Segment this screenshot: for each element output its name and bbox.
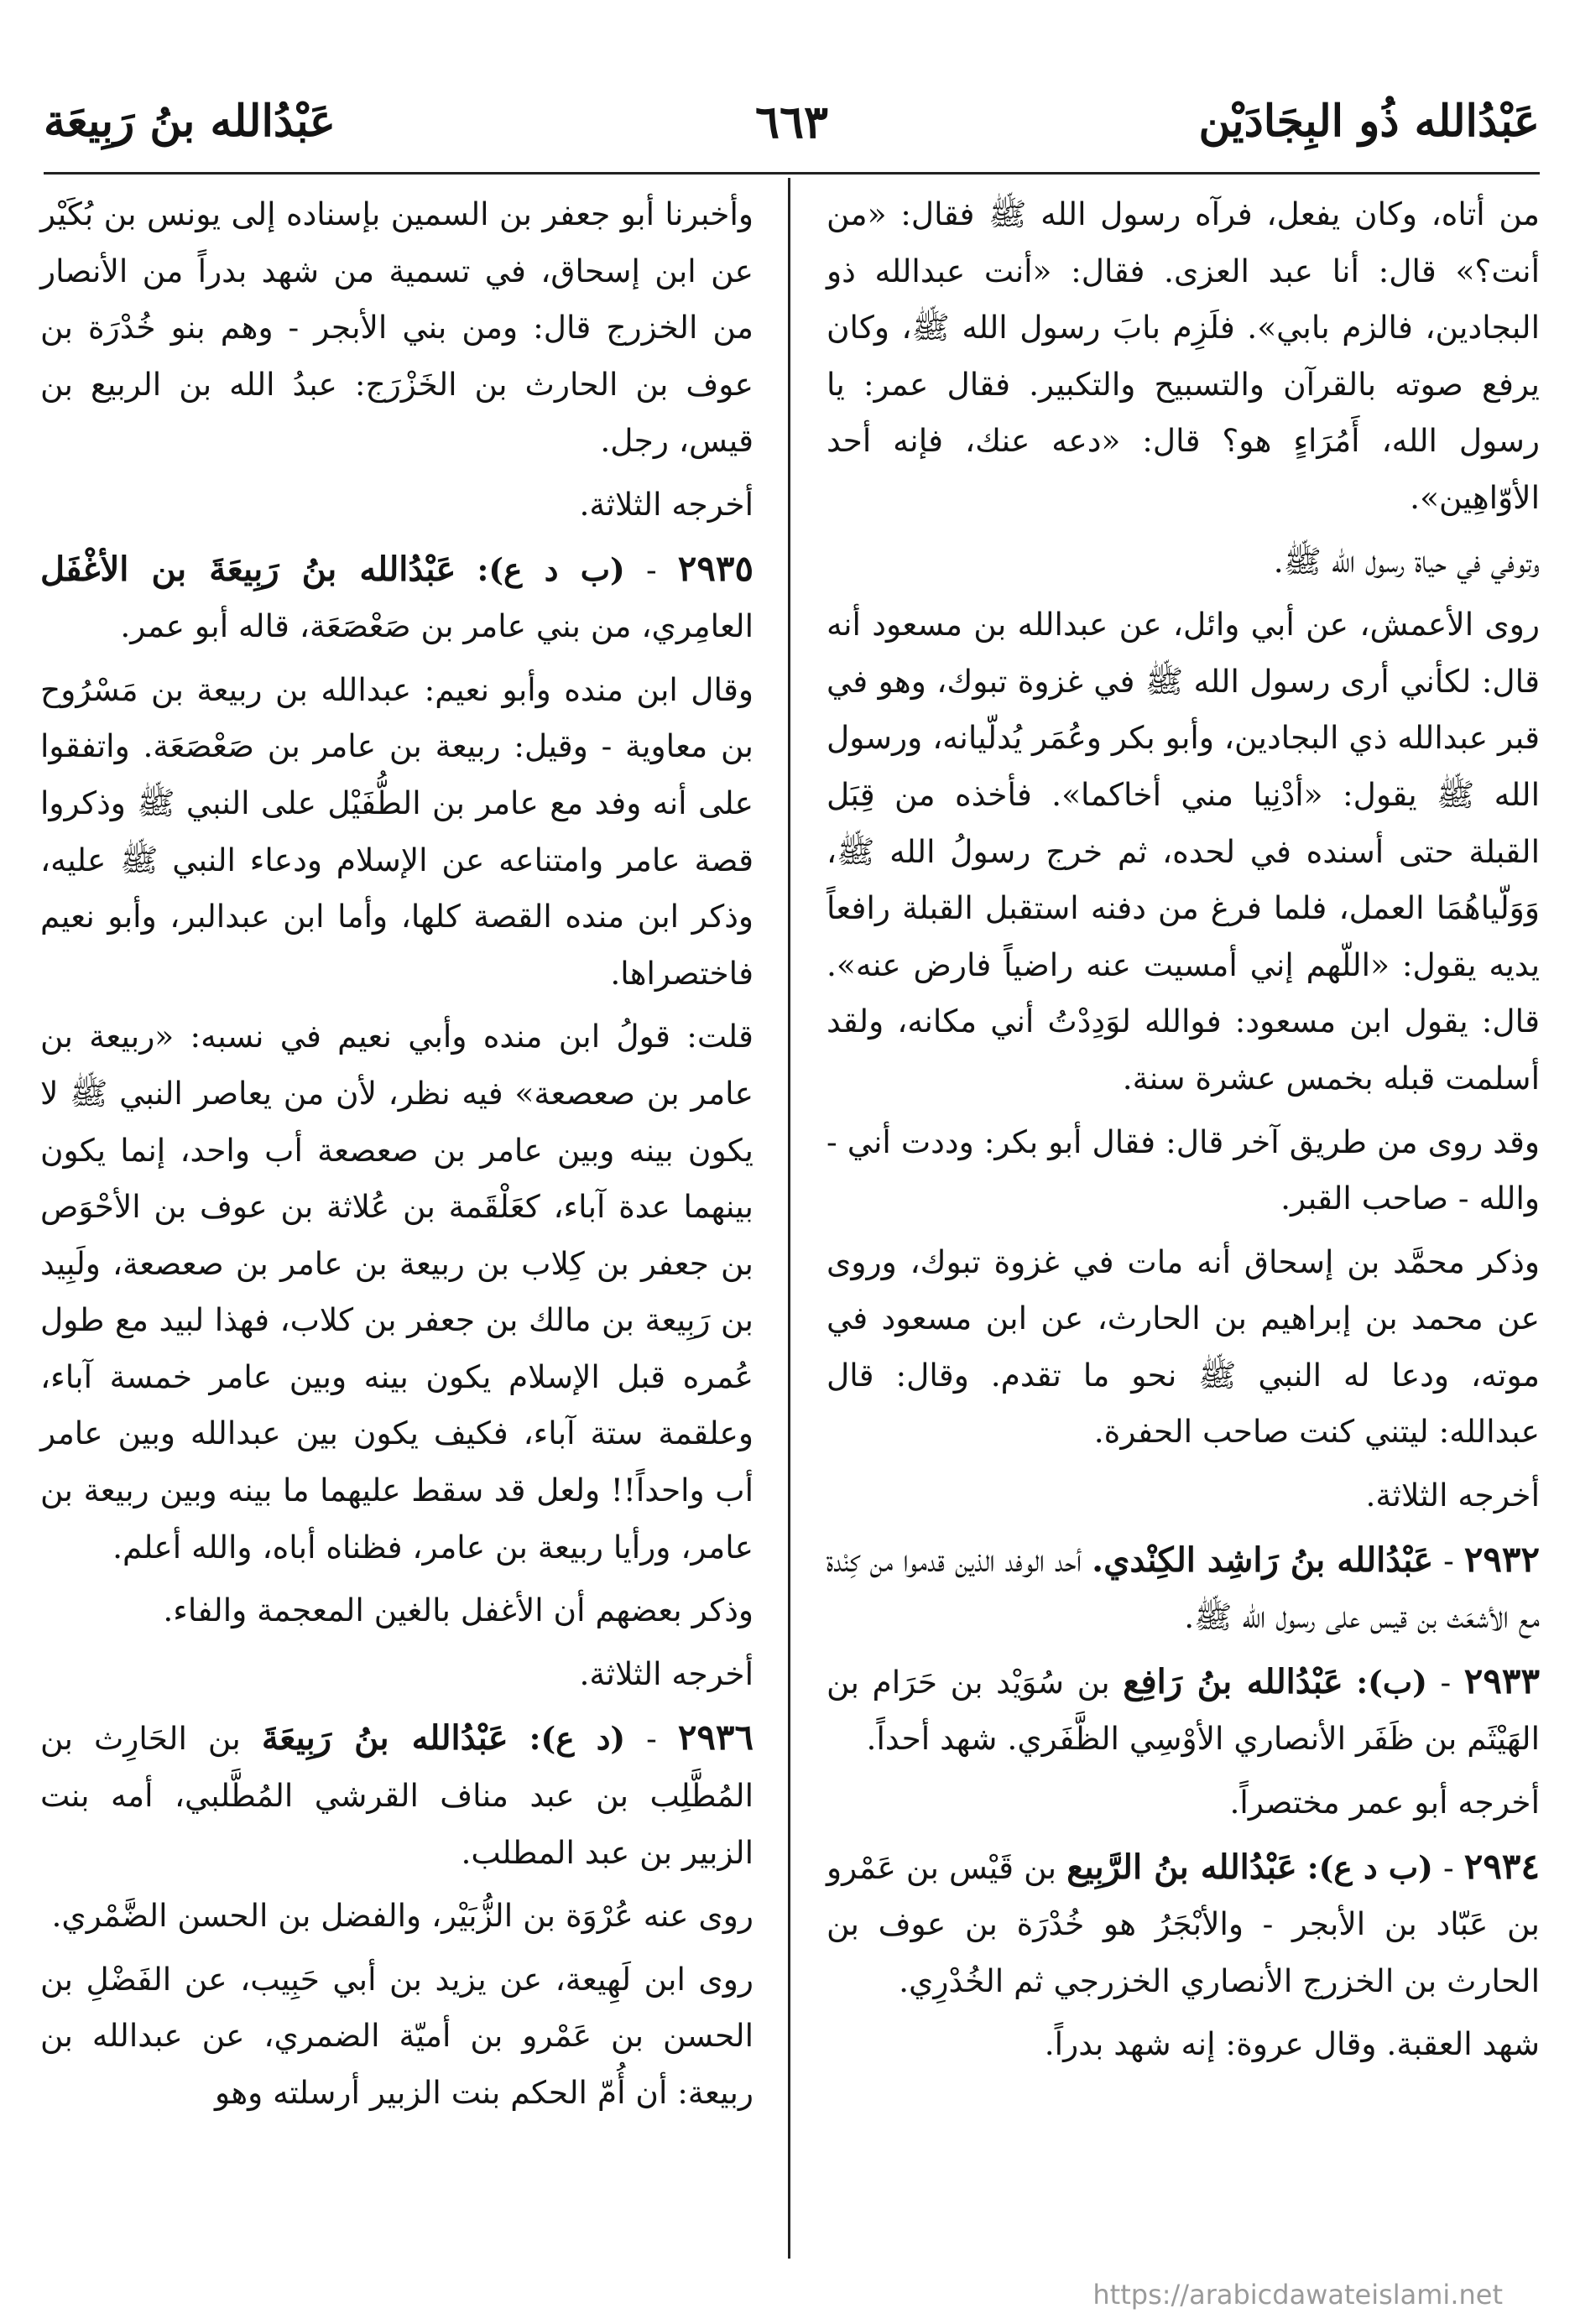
paragraph: روى ابن لَهِيعة، عن يزيد بن أبي حَبِيب، عن الفَضْلِ بن الحسن بن عَمْرو بن أميّة الضمري، عن عبدالله بن ربيعة: أن أُمّ الحكم بنت الزبير أرسلته وهو — [40, 1960, 753, 2111]
watermark-url: https://arabicdawateislami.net — [1092, 2279, 1503, 2311]
entry-number: ٢٩٣٦ — [677, 1717, 754, 1759]
paragraph: وذكر بعضهم أن الأغفل بالغين المعجمة والفاء. — [163, 1592, 753, 1629]
entry-source-tag: (ب د ع): — [477, 550, 625, 588]
entry-text: بن قَيْس بن عَمْرو بن عَبّاد بن الأبجر - والأبْجَرُ هو خُدْرَة بن عوف بن الحارث بن الخزرج الأنصاري الخزرجي ثم الخُدْرِي. — [827, 1848, 1540, 1999]
entry-source-tag: (ب د ع): — [1306, 1848, 1433, 1886]
entry-text: بن الحَارِث بن المُطَّلِب بن عبد مناف القرشي المُطَّلبي، أمه بنت الزبير بن عبد المطلب. — [40, 1720, 753, 1871]
entry-2933: ٢٩٣٣ - (ب): عَبْدُالله بنُ رَافِع بن سُوَيْد بن حَرَام بن الهَيْثَم بن ظَفَر الأنصاري الأوْسِي الظَّفَري. شهد أحداً. — [827, 1660, 1541, 1758]
paragraph: وذكر محمَّد بن إسحاق أنه مات في غزوة تبوك، وروى عن محمد بن إبراهيم بن الحارث، عن ابن مسعود في موته، ودعا له النبي ﷺ نحو ما تقدم. وقال: قال عبدالله: ليتني كنت صاحب الحفرة. — [827, 1243, 1540, 1451]
entry-text: العامِري، من بني عامر بن صَعْصَعَة، قاله أبو عمر. — [120, 607, 753, 645]
entry-text: بن سُوَيْد بن حَرَام بن الهَيْثَم بن ظَفَر الأنصاري الأوْسِي الظَّفَري. شهد أحداً. — [827, 1663, 1540, 1758]
paragraph: روى عنه عُرْوَة بن الزُّبَيْر، والفضل بن الحسن الضَّمْري. — [51, 1897, 753, 1935]
page-number: ٦٦٣ — [754, 95, 829, 149]
column-divider — [788, 178, 790, 2259]
entry-name: عَبْدُالله بنُ الرَّبِيع — [1066, 1847, 1297, 1887]
entry-source-tag: (ب): — [1356, 1663, 1427, 1701]
running-title-right: عَبْدُالله ذُو البِجَادَيْن — [1198, 96, 1540, 147]
paragraph: أخرجه الثلاثة. — [579, 485, 753, 523]
entry-2932: ٢٩٣٢ - عَبْدُالله بنُ رَاشِد الكِنْدي. أحد الوفد الذين قدموا من كِنْدة مع الأشعَث بن قيس على رسول الله ﷺ. — [827, 1538, 1541, 1636]
paragraph: قلت: قولُ ابن منده وأبي نعيم في نسبه: «ربيعة بن عامر بن صعصعة» فيه نظر، لأن من يعاصر النبي ﷺ لا يكون بينه وبين عامر بن صعصعة أب واحد، إنما يكون بينهما عدة آباء، كعَلْقَمة بن عُلاثة بن عوف بن الأحْوَص بن جعفر بن كِلاب بن ربيعة بن عامر بن صعصعة، ولَبِيد بن رَبِيعة بن مالك بن جعفر بن كلاب، فهذا لبيد مع طول عُمره قبل الإسلام يكون بينه وبين عامر خمسة آباء، وعلقمة ستة آباء، فكيف يكون بين عبدالله وبين عامر أب واحداً!! ولعل قد سقط عليهما ما بينه وبين ربيعة بن عامر، ورأيا ربيعة بن عامر، فظناه أباه، والله أعلم. — [40, 1018, 753, 1566]
left-column — [40, 186, 753, 2129]
page-header — [44, 80, 1540, 172]
entry-name: عَبْدُالله بنُ رَافِع — [1123, 1661, 1343, 1701]
paragraph: شهد العقبة. وقال عروة: إنه شهد بدراً. — [1044, 2025, 1540, 2063]
entry-number: ٢٩٣٢ — [1463, 1538, 1541, 1580]
header-rule — [44, 172, 1540, 175]
paragraph: من أتاه، وكان يفعل، فرآه رسول الله ﷺ فقال: «من أنت؟» قال: أنا عبد العزى. فقال: «أنت عبدالله ذو البجادين، فالزم بابي». فلَزِم بابَ رسول الله ﷺ، وكان يرفع صوته بالقرآن والتسبيح والتكبير. فقال عمر: يا رسول الله، أَمُرَاءٍ هو؟ قال: «دعه عنك، فإنه أحد الأوّاهِين». — [827, 195, 1540, 516]
paragraph: أخرجه أبو عمر مختصراً. — [1229, 1784, 1540, 1821]
entry-name: عَبْدُالله بنُ رَبِيعَةَ بن الأغْفَل — [40, 549, 456, 589]
running-title-left: عَبْدُالله بنُ رَبِيعَة — [44, 96, 336, 147]
entry-number: ٢٩٣٥ — [677, 547, 754, 589]
paragraph: وقال ابن منده وأبو نعيم: عبدالله بن ربيعة بن مَسْرُوح بن معاوية - وقيل: ربيعة بن عامر بن صَعْصَعَة. واتفقوا على أنه وفد مع عامر بن الطُّفَيْل على النبي ﷺ وذكروا قصة عامر وامتناعه عن الإسلام ودعاء النبي ﷺ عليه، وذكر ابن منده القصة كلها، وأما ابن عبدالبر، وأبو نعيم فاختصراها. — [40, 670, 753, 992]
entry-number: ٢٩٣٤ — [1463, 1845, 1540, 1887]
entry-name: عَبْدُالله بنُ رَاشِد الكِنْدي. — [1092, 1540, 1434, 1580]
entry-number: ٢٩٣٣ — [1463, 1660, 1541, 1701]
entry-2935: ٢٩٣٥ - (ب د ع): عَبْدُالله بنُ رَبِيعَةَ بن الأغْفَل العامِري، من بني عامر بن صَعْصَعَة، قاله أبو عمر. — [40, 547, 754, 645]
entry-text: أحد الوفد الذين قدموا من كِنْدة مع الأشعَث بن قيس على رسول الله ﷺ. — [827, 1541, 1540, 1636]
right-column — [827, 186, 1540, 2080]
paragraph: وقد روى من طريق آخر قال: فقال أبو بكر: وددت أني - والله - صاحب القبر. — [827, 1123, 1540, 1217]
paragraph: روى الأعمش، عن أبي وائل، عن عبدالله بن مسعود أنه قال: لكأني أرى رسول الله ﷺ في غزوة تبوك، وهو في قبر عبدالله ذي البجادين، وأبو بكر وعُمَر يُدلّيانه، ورسول الله ﷺ يقول: «أدْنِيا مني أخاكما». فأخذه من قِبَل القبلة حتى أسنده في لحده، ثم خرج رسولُ الله ﷺ، وَوَلّياهُمَا العمل، فلما فرغ من دفنه استقبل القبلة رافعاً يديه يقول: «اللّهم إني أمسيت عنه راضياً فارض عنه». قال: يقول ابن مسعود: فوالله لوَدِدْتُ أني مكانه، ولقد أسلمت قبله بخمس عشرة سنة. — [827, 606, 1540, 1097]
entry-2934: ٢٩٣٤ - (ب د ع): عَبْدُالله بنُ الرَّبِيع بن قَيْس بن عَمْرو بن عَبّاد بن الأبجر - والأبْجَرُ هو خُدْرَة بن عوف بن الحارث بن الخزرج الأنصاري الخزرجي ثم الخُدْرِي. — [827, 1845, 1540, 1999]
paragraph: أخرجه الثلاثة. — [1365, 1477, 1540, 1514]
entry-name: عَبْدُالله بنُ رَبِيعَةَ — [261, 1718, 508, 1759]
paragraph: وتوفي في حياة رسول الله ﷺ. — [1273, 542, 1540, 580]
entry-2936: ٢٩٣٦ - (د ع): عَبْدُالله بنُ رَبِيعَةَ بن الحَارِث بن المُطَّلِب بن عبد مناف القرشي المُطَّلبي، أمه بنت الزبير بن عبد المطلب. — [40, 1717, 754, 1871]
entry-source-tag: (د ع): — [529, 1720, 626, 1758]
paragraph: وأخبرنا أبو جعفر بن السمين بإسناده إلى يونس بن بُكَيْر عن ابن إسحاق، في تسمية من شهد بدراً من الأنصار من الخزرج قال: ومن بني الأبجر - وهم بنو خُدْرَة بن عوف بن الحارث بن الخَزْرَج: عبدُ الله بن الربيع بن قيس، رجل. — [40, 195, 753, 460]
paragraph: أخرجه الثلاثة. — [579, 1654, 753, 1692]
